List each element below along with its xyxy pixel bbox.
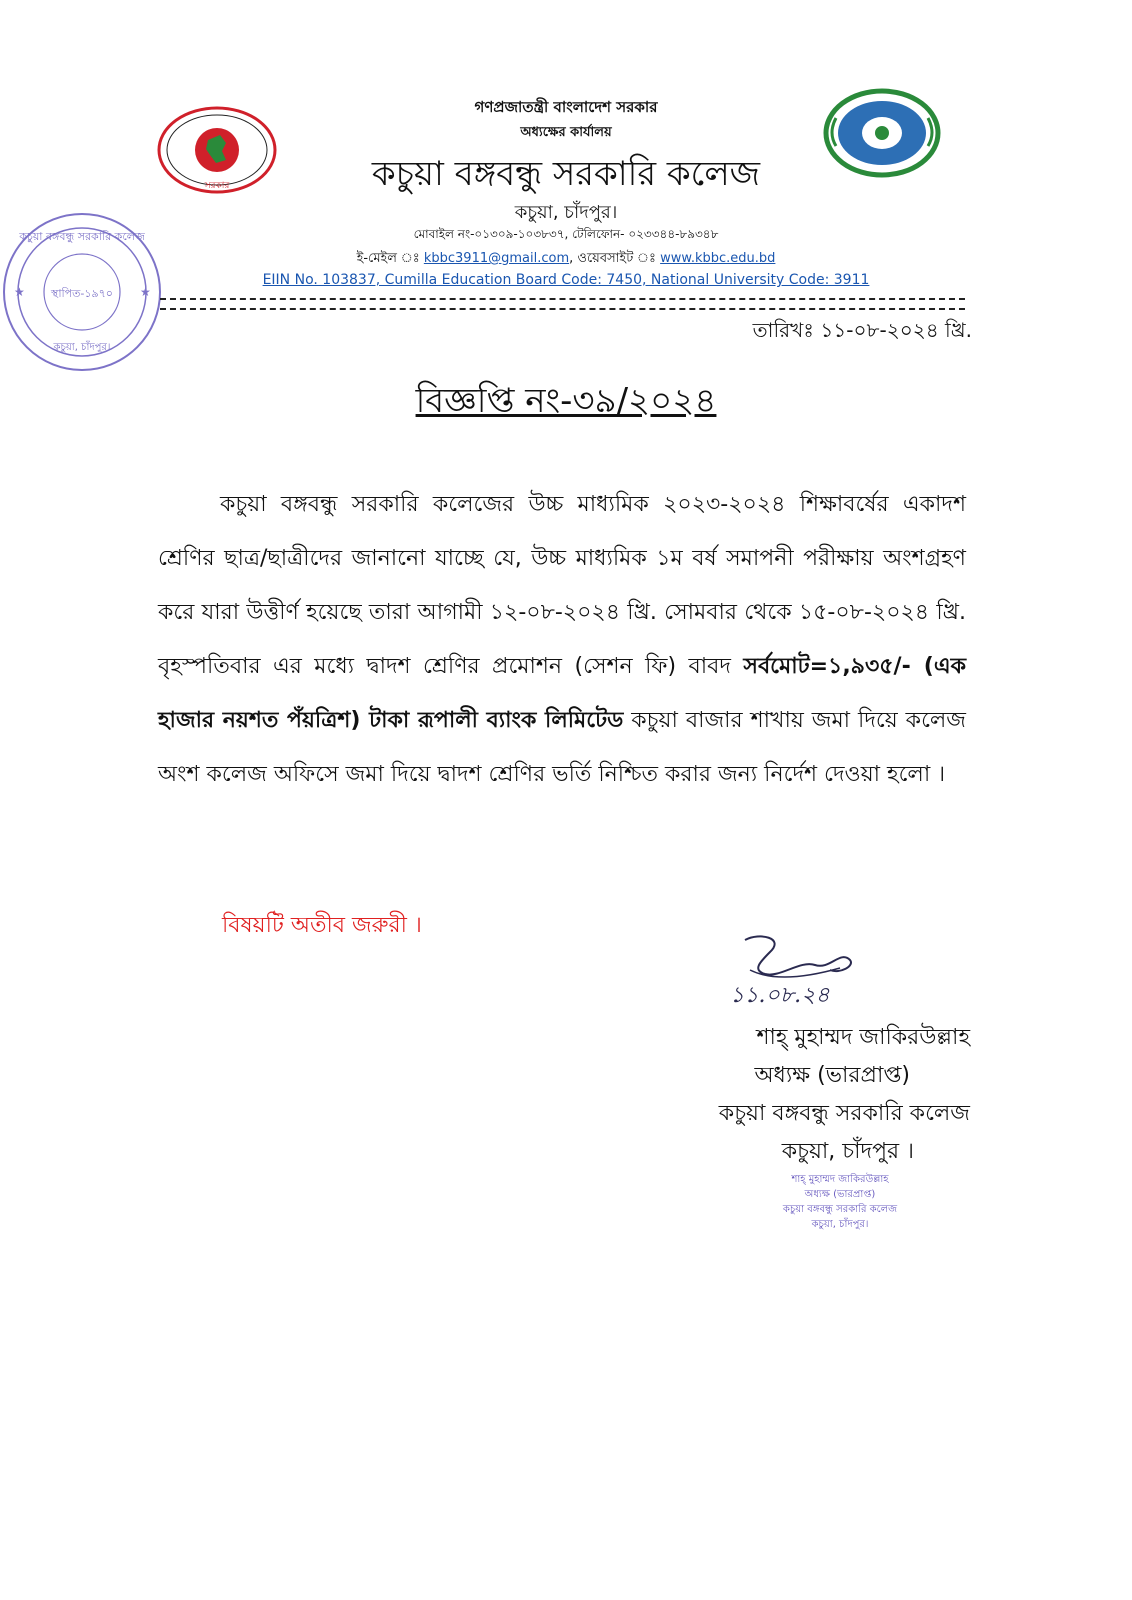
notice-body bbox=[158, 478, 966, 802]
notice-title bbox=[0, 375, 1132, 432]
body-part-2: কচুয়া বাজার শাখায় জমা দিয়ে কলেজ অংশ কলেজ অফিসে জমা দিয়ে দ্বাদশ শ্রেণির ভর্তি নিশ্চিত করার জন্য নির্দেশ দেওয়া হলো । bbox=[158, 708, 966, 787]
email-link[interactable]: kbbc3911@gmail.com bbox=[423, 251, 570, 266]
notice-paragraph bbox=[158, 478, 966, 802]
principal-signature bbox=[690, 930, 960, 1010]
website-label: , ওয়েবসাইট ঃ bbox=[569, 251, 656, 266]
stamp-line-1: শাহ্ মুহাম্মদ জাকিরউল্লাহ bbox=[791, 1174, 889, 1185]
stamp-line-3: কচুয়া বঙ্গবন্ধু সরকারি কলেজ bbox=[782, 1204, 898, 1215]
principal-stamp bbox=[720, 1172, 960, 1232]
email-label: ই-মেইল ঃ bbox=[356, 251, 420, 266]
header-divider bbox=[160, 298, 965, 310]
notice-date: তারিখঃ ১১-০৮-২০২৪ খ্রি. bbox=[752, 318, 972, 342]
fee-amount-bold: সর্বমোট=১,৯৩৫/- (এক হাজার নয়শত পঁয়ত্রিশ) টাকা রূপালী ব্যাংক লিমিটেড bbox=[158, 654, 966, 733]
seal-top-text: কচুয়া বঙ্গবন্ধু সরকারি কলেজ bbox=[19, 230, 145, 243]
website-link[interactable]: www.kbbc.edu.bd bbox=[660, 251, 776, 266]
handwritten-date: ১১.০৮.২৪ bbox=[730, 983, 830, 1008]
government-name: গণপ্রজাতন্ত্রী বাংলাদেশ সরকার bbox=[474, 98, 658, 116]
svg-text:সরকার: সরকার bbox=[204, 181, 230, 191]
svg-text:★: ★ bbox=[14, 285, 25, 299]
phone-line: মোবাইল নং-০১৩০৯-১০৩৮৩৭, টেলিফোন- ০২৩৩৪৪-৮৯৩৪৮ bbox=[413, 227, 719, 241]
signer-name: শাহ্ মুহাম্মদ জাকিরউল্লাহ bbox=[756, 1025, 970, 1050]
stamp-line-2: অধ্যক্ষ (ভারপ্রাপ্ত) bbox=[804, 1189, 876, 1200]
stamp-line-4: কচুয়া, চাঁদপুর। bbox=[811, 1219, 869, 1230]
signer-designation: অধ্যক্ষ (ভারপ্রাপ্ত) bbox=[754, 1063, 910, 1088]
eiin-line[interactable]: EIIN No. 103837, Cumilla Education Board Code: 7450, National University Code: 3911 bbox=[262, 272, 870, 288]
college-location: কচুয়া, চাঁদপুর। bbox=[514, 202, 618, 223]
signer-location: কচুয়া, চাঁদপুর । bbox=[781, 1139, 914, 1164]
notice-title-text: বিজ্ঞপ্তি নং-৩৯/২০২৪ bbox=[415, 381, 717, 421]
signer-college: কচুয়া বঙ্গবন্ধু সরকারি কলেজ bbox=[718, 1101, 970, 1126]
urgent-note: বিষয়টি অতীব জরুরী । bbox=[222, 913, 422, 938]
body-part-1: কচুয়া বঙ্গবন্ধু সরকারি কলেজের উচ্চ মাধ্যমিক ২০২৩-২০২৪ শিক্ষাবর্ষের একাদশ শ্রেণির ছাত্র/ছাত্রীদের জানানো যাচ্ছে যে, উচ্চ মাধ্যমিক ১ম বর্ষ সমাপনী পরীক্ষায় অংশগ্রহণ করে যারা উত্তীর্ণ হয়েছে তারা আগামী ১২-০৮-২০২৪ খ্রি. সোমবার থেকে ১৫-০৮-২০২৪ খ্রি. বৃহস্পতিবার এর মধ্যে দ্বাদশ শ্রেণির প্রমোশন (সেশন ফি) বাবদ bbox=[158, 492, 966, 679]
svg-text:★: ★ bbox=[140, 285, 151, 299]
seal-bottom-text: কচুয়া, চাঁদপুর। bbox=[53, 342, 111, 353]
seal-center-text: স্থাপিত-১৯৭০ bbox=[51, 287, 113, 300]
contact-line bbox=[260, 249, 872, 270]
college-round-seal bbox=[0, 210, 165, 375]
office-name: অধ্যক্ষের কার্যালয় bbox=[520, 125, 612, 140]
college-name: কচুয়া বঙ্গবন্ধু সরকারি কলেজ bbox=[371, 154, 761, 194]
